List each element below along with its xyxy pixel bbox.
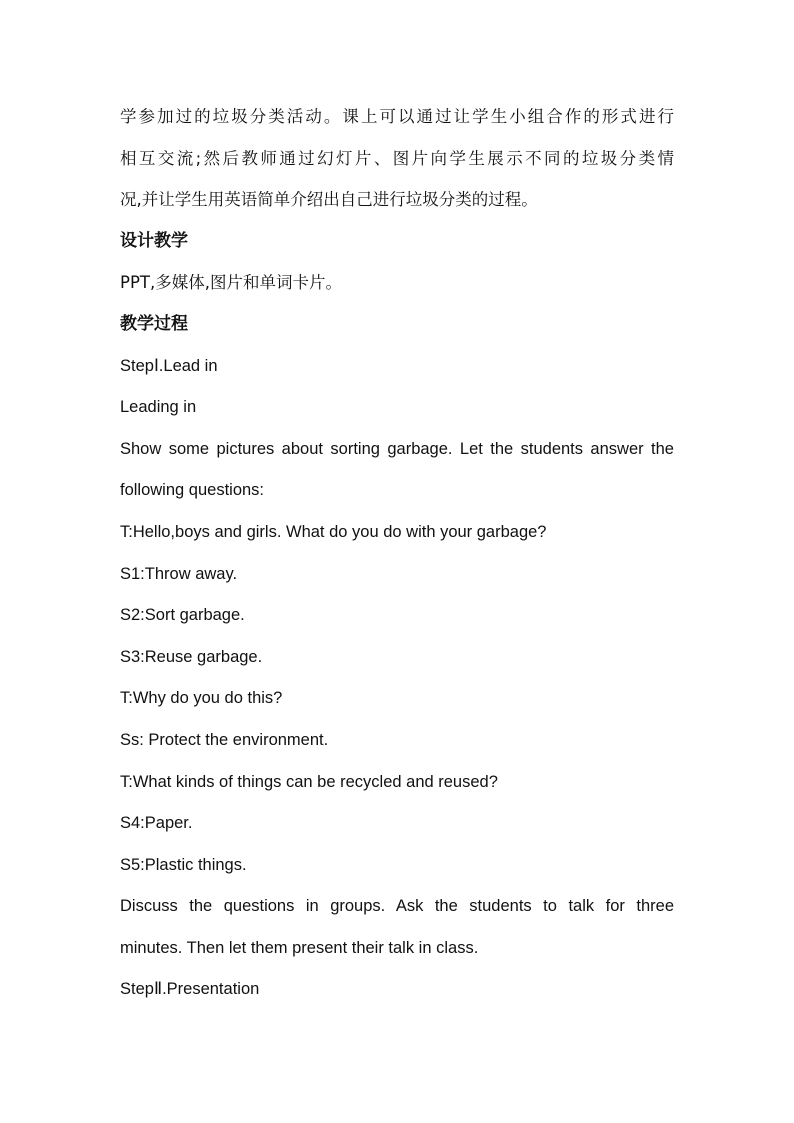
dialogue-line: T:What kinds of things can be recycled and reused? <box>120 772 498 791</box>
paragraph-line: 况,并让学生用英语简单介绍出自己进行垃圾分类的过程。 <box>120 190 538 210</box>
paragraph-line: Show some pictures about sorting garbage. Let the students answer the <box>120 439 674 458</box>
step-heading-presentation: StepⅡ.Presentation <box>120 980 260 999</box>
dialogue-line: T:Hello,boys and girls. What do you do with your garbage? <box>120 522 547 541</box>
dialogue-line: T:Why do you do this? <box>120 689 283 708</box>
step-heading-lead-in: StepⅠ.Lead in <box>120 356 218 375</box>
paragraph-line: Discuss the questions in groups. Ask the students to talk for three <box>120 897 674 916</box>
section-heading-process: 教学过程 <box>120 313 188 334</box>
dialogue-line: S4:Paper. <box>120 814 193 833</box>
paragraph-line: minutes. Then let them present their talk in class. <box>120 938 479 957</box>
paragraph-line: following questions: <box>120 481 265 500</box>
dialogue-line: S5:Plastic things. <box>120 855 247 874</box>
dialogue-line: S1:Throw away. <box>120 564 238 583</box>
dialogue-line: Ss: Protect the environment. <box>120 730 329 749</box>
document-body <box>120 96 674 1011</box>
dialogue-line: S2:Sort garbage. <box>120 606 245 625</box>
paragraph-line: 学参加过的垃圾分类活动。课上可以通过让学生小组合作的形式进行 <box>120 107 674 126</box>
paragraph-line: 相互交流;然后教师通过幻灯片、图片向学生展示不同的垃圾分类情 <box>120 148 674 168</box>
section-heading-design: 设计教学 <box>120 230 188 251</box>
dialogue-line: S3:Reuse garbage. <box>120 647 263 666</box>
paragraph-line: PPT,多媒体,图片和单词卡片。 <box>120 273 342 293</box>
subheading-leading-in: Leading in <box>120 398 197 417</box>
